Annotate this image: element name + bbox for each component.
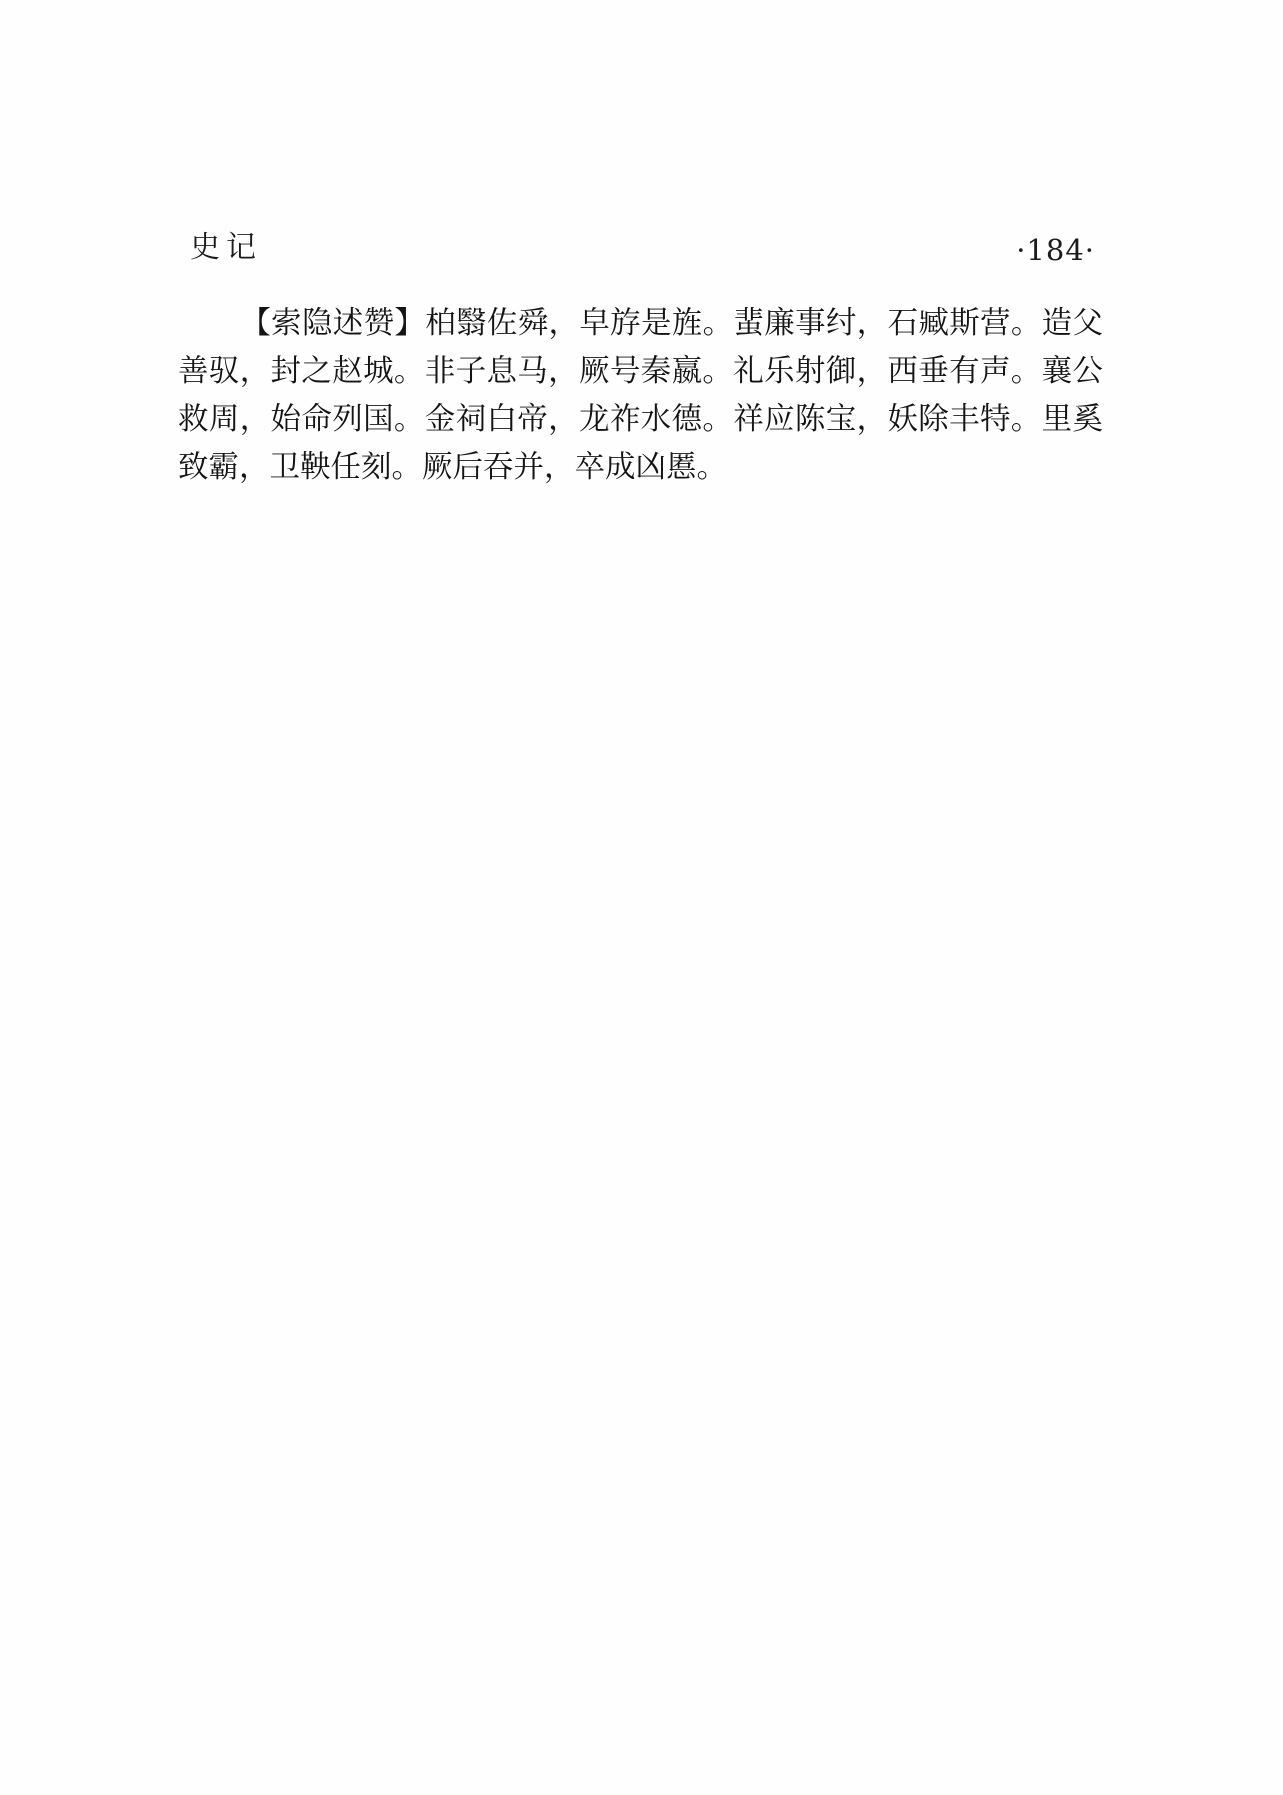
page-number: ·184· xyxy=(1016,233,1095,267)
book-title: 史记 xyxy=(190,230,262,265)
paragraph-text: 【索隐述赞】柏翳佐舜，皁斿是旌。蜚廉事纣，石臧斯营。造父善驭，封之赵城。非子息马，厥号秦嬴。礼乐射御，西垂有声。襄公救周，始命列国。金祠白帝，龙祚水德。祥应陈宝，妖除丰特。里奚致霸，卫鞅任刻。厥后吞并，卒成凶慝。 xyxy=(178,306,1103,485)
page-header xyxy=(190,228,1095,274)
body-paragraph xyxy=(178,300,1103,492)
